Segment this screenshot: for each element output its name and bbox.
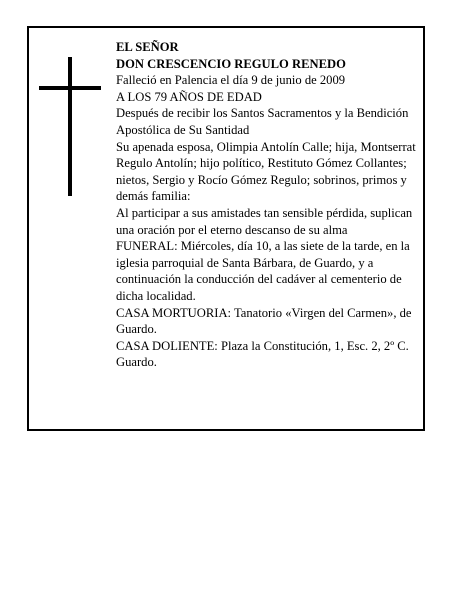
deceased-name: DON CRESCENCIO REGULO RENEDO: [116, 56, 346, 71]
obituary-notice: [27, 26, 425, 431]
cross-horizontal-bar: [39, 86, 101, 90]
casa-doliente-paragraph: CASA DOLIENTE: Plaza la Constitución, 1, Esc. 2, 2º C. Guardo.: [116, 338, 409, 370]
request-paragraph: Al participar a sus amistades tan sensible pérdida, suplican una oración por el eterno descanso de su alma: [116, 205, 413, 237]
heading-title: EL SEÑOR: [116, 40, 179, 54]
notice-text: [116, 39, 426, 371]
family-paragraph: Su apenada esposa, Olimpia Antolín Calle; hija, Montserrat Regulo Antolín; hijo político, Restituto Gómez Collantes; nietos, Sergio y Rocío Gómez Regulo; sobrinos, primos y demás familia:: [116, 139, 416, 204]
casa-mortuoria-paragraph: CASA MORTUORIA: Tanatorio «Virgen del Carmen», de Guardo.: [116, 305, 412, 337]
cross-vertical-bar: [68, 57, 72, 196]
sacraments-paragraph: Después de recibir los Santos Sacramentos y la Bendición Apostólica de Su Santidad: [116, 106, 409, 137]
death-date-line: Falleció en Palencia el día 9 de junio de 2009: [116, 73, 346, 88]
age-line: A LOS 79 AÑOS DE EDAD: [116, 89, 262, 104]
funeral-paragraph: FUNERAL: Miércoles, día 10, a las siete de la tarde, en la iglesia parroquial de Santa Bárbara, de Guardo, y a continuación la conducción del cadáver al cementerio de dicha localidad.: [116, 239, 410, 303]
